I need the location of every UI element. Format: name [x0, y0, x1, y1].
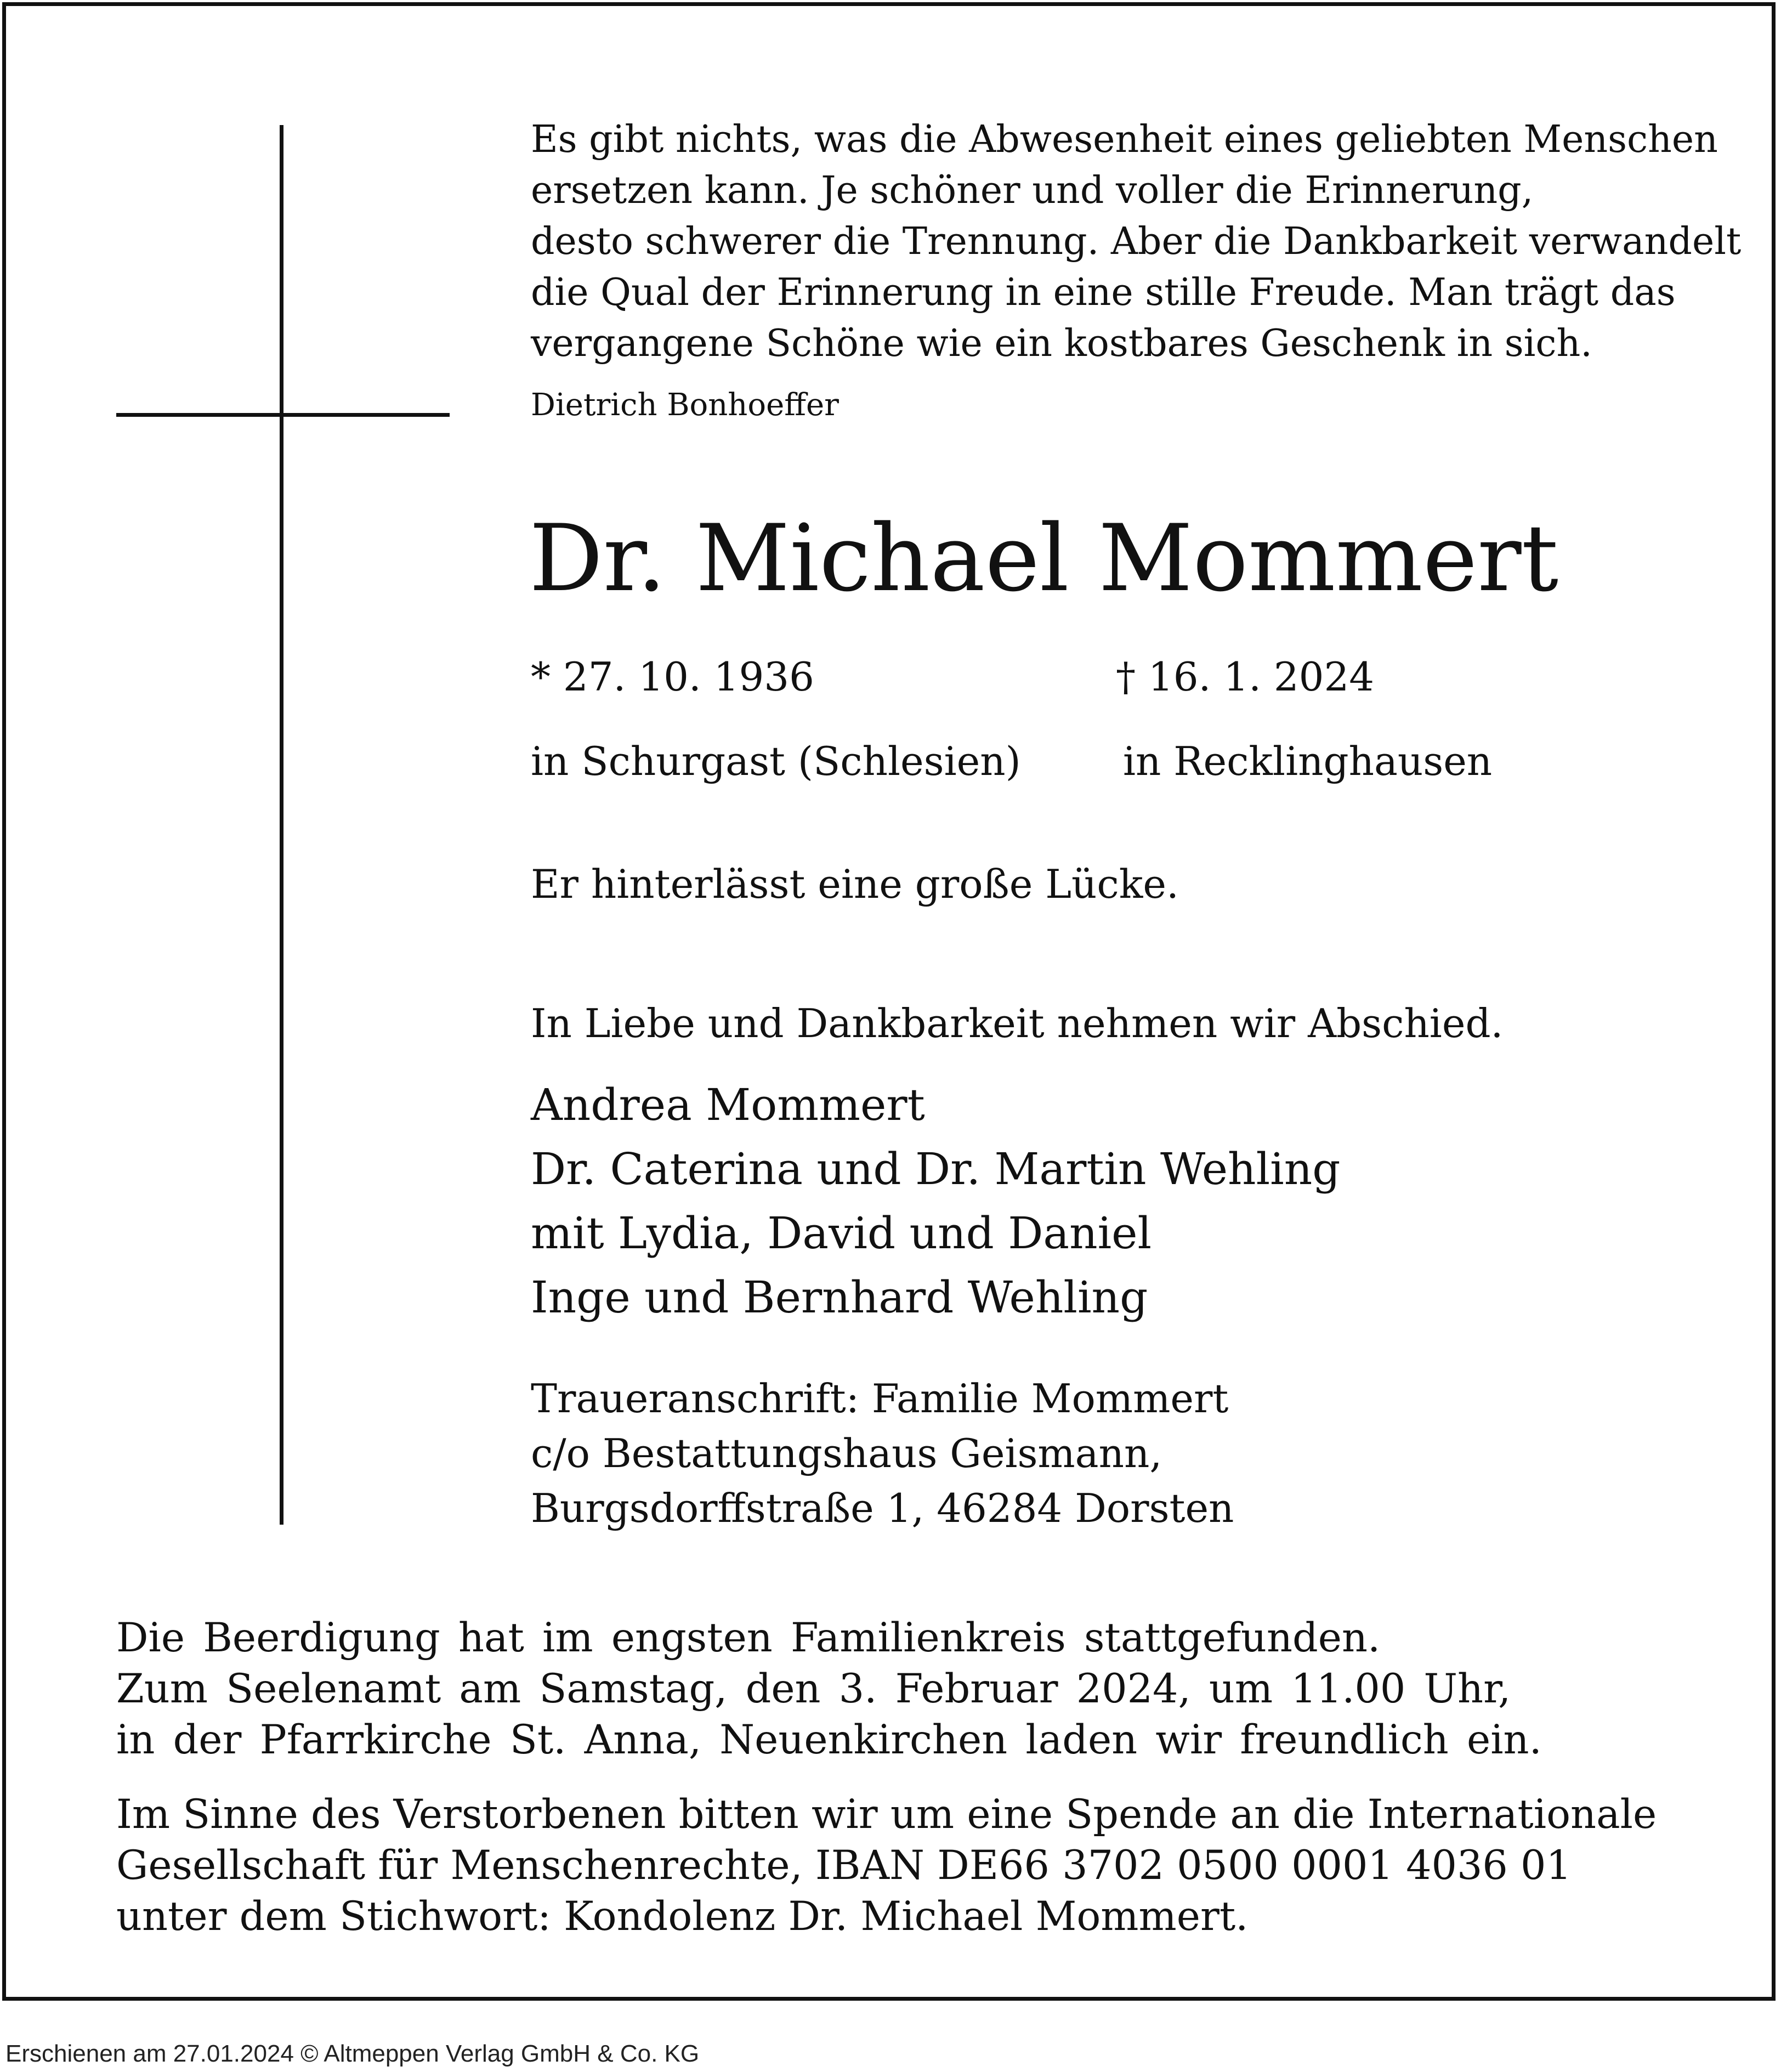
mourner-line: Andrea Mommert: [531, 1079, 925, 1130]
birth-place: in Schurgast (Schlesien): [531, 738, 1021, 784]
cross-vertical-beam: [280, 125, 283, 1525]
mourner-line: Dr. Caterina und Dr. Martin Wehling: [531, 1143, 1341, 1194]
address-line: Burgsdorffstraße 1, 46284 Dorsten: [531, 1485, 1234, 1531]
quote-author: Dietrich Bonhoeffer: [531, 387, 839, 423]
funeral-notice: [116, 1612, 1542, 1765]
quote-block: [531, 114, 1741, 369]
cross-horizontal-beam: [116, 413, 450, 417]
mourning-address: [531, 1371, 1234, 1536]
publication-footer: Erschienen am 27.01.2024 © Altmeppen Verlag GmbH & Co. KG: [5, 2040, 700, 2067]
closing-line-farewell: In Liebe und Dankbarkeit nehmen wir Abschied.: [531, 1000, 1504, 1046]
deceased-name: Dr. Michael Mommert: [529, 505, 1559, 612]
quote-line: vergangene Schöne wie ein kostbares Geschenk in sich.: [531, 322, 1592, 365]
funeral-line: in der Pfarrkirche St. Anna, Neuenkirchen laden wir freundlich ein.: [116, 1717, 1542, 1763]
address-line: c/o Bestattungshaus Geismann,: [531, 1430, 1162, 1476]
funeral-line: Die Beerdigung hat im engsten Familienkreis stattgefunden.: [116, 1615, 1381, 1661]
mourner-line: mit Lydia, David und Daniel: [531, 1208, 1152, 1259]
closing-line-loss: Er hinterlässt eine große Lücke.: [531, 861, 1179, 907]
quote-line: desto schwerer die Trennung. Aber die Dankbarkeit verwandelt: [531, 220, 1742, 263]
quote-line: die Qual der Erinnerung in eine stille Freude. Man trägt das: [531, 271, 1676, 314]
funeral-line: Zum Seelenamt am Samstag, den 3. Februar 2024, um 11.00 Uhr,: [116, 1666, 1511, 1712]
donation-line: Im Sinne des Verstorbenen bitten wir um eine Spende an die Internationale: [116, 1791, 1657, 1838]
death-date: † 16. 1. 2024: [1116, 654, 1375, 700]
donation-line: Gesellschaft für Menschenrechte, IBAN DE66 3702 0500 0001 4036 01: [116, 1842, 1572, 1889]
quote-line: ersetzen kann. Je schöner und voller die Erinnerung,: [531, 169, 1534, 212]
family-mourners: [531, 1073, 1340, 1329]
birth-date: * 27. 10. 1936: [531, 654, 814, 700]
mourner-line: Inge und Bernhard Wehling: [531, 1272, 1148, 1323]
donation-notice: [116, 1789, 1657, 1942]
donation-line: unter dem Stichwort: Kondolenz Dr. Michael Mommert.: [116, 1893, 1249, 1940]
quote-line: Es gibt nichts, was die Abwesenheit eines geliebten Menschen: [531, 118, 1718, 161]
address-line: Traueranschrift: Familie Mommert: [531, 1375, 1229, 1422]
death-place: in Recklinghausen: [1123, 738, 1493, 784]
